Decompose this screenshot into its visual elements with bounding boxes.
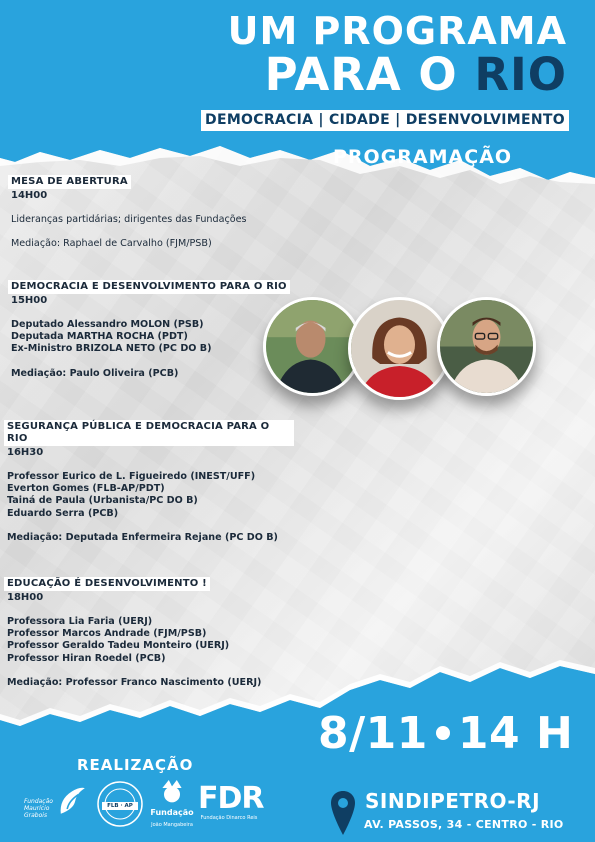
title-line-2 <box>264 48 567 101</box>
logo-flb-ap <box>96 780 144 828</box>
section-time: 14H00 <box>11 190 48 201</box>
section-title: EDUCAÇÃO É DESENVOLVIMENTO ! <box>4 577 210 591</box>
section-title: DEMOCRACIA E DESENVOLVIMENTO PARA O RIO <box>8 280 290 294</box>
mediation-line: Mediação: Raphael de Carvalho (FJM/PSB) <box>11 238 212 250</box>
logo-text: João Mangabeira <box>151 822 193 828</box>
logo-text: Fundação <box>150 808 194 817</box>
section-education <box>4 571 294 689</box>
event-date: 8/11 <box>318 708 428 759</box>
speaker-line: Everton Gomes (FLB-AP/PDT) <box>7 483 165 495</box>
bullet-dot-icon <box>436 726 450 740</box>
section-title: MESA DE ABERTURA <box>8 175 131 189</box>
mediation-line: Mediação: Deputada Enfermeira Rejane (PC DO B) <box>7 531 278 543</box>
portrait-icon <box>440 300 533 393</box>
title-highlight: RIO <box>474 48 567 101</box>
speaker-line: Tainá de Paula (Urbanista/PC DO B) <box>7 495 198 507</box>
logo-text: Grabois <box>24 812 48 819</box>
speaker-line: Lideranças partidárias; dirigentes das Fundações <box>11 214 247 225</box>
speaker-line: Professora Lia Faria (UERJ) <box>7 616 153 627</box>
logo-subtext: Fundação Dinarco Reis <box>200 815 258 821</box>
speaker-line: Deputada MARTHA ROCHA (PDT) <box>11 331 188 343</box>
logo-text: FLB · AP <box>107 803 133 809</box>
event-datetime <box>318 708 574 759</box>
section-time: 15H00 <box>11 295 48 306</box>
program-heading: PROGRAMAÇÃO <box>333 146 513 168</box>
section-democracy <box>8 274 298 380</box>
location-pin-icon <box>331 791 355 835</box>
portrait-icon <box>351 300 448 397</box>
section-opening <box>8 169 298 250</box>
section-time: 16H30 <box>7 447 44 458</box>
venue-address: AV. PASSOS, 34 - CENTRO - RIO <box>364 818 564 831</box>
subtitle-bar: DEMOCRACIA | CIDADE | DESENVOLVIMENTO <box>201 110 569 131</box>
speaker-line: Professor Marcos Andrade (FJM/PSB) <box>7 628 207 640</box>
section-security <box>4 420 294 544</box>
speaker-photo-3 <box>437 297 536 396</box>
logo-text: Fundação <box>24 798 53 805</box>
speaker-photo-2 <box>348 297 451 400</box>
speaker-line: Professor Geraldo Tadeu Monteiro (UERJ) <box>7 640 230 652</box>
title-prefix: PARA O <box>264 48 475 101</box>
speaker-line: Eduardo Serra (PCB) <box>7 507 119 519</box>
logo-fundacao-joao-mangabeira <box>148 780 196 830</box>
torch-icon <box>56 784 88 818</box>
speaker-line: Professor Hiran Roedel (PCB) <box>7 652 166 664</box>
portrait-icon <box>266 300 359 393</box>
logo-fundacao-mauricio-grabois <box>24 784 90 828</box>
title-line-1: UM PROGRAMA <box>227 9 567 53</box>
logo-text: FDR <box>198 781 264 816</box>
mediation-line: Mediação: Paulo Oliveira (PCB) <box>11 367 179 379</box>
logo-text: Maurício <box>24 805 50 812</box>
speaker-line: Ex-Ministro BRIZOLA NETO (PC DO B) <box>11 343 212 355</box>
bird-icon <box>156 780 188 804</box>
venue-name: SINDIPETRO-RJ <box>365 789 541 813</box>
section-title: SEGURANÇA PÚBLICA E DEMOCRACIA PARA O RIO <box>4 420 294 446</box>
event-time: 14 H <box>457 708 574 759</box>
realizacao-label: REALIZAÇÃO <box>77 756 194 774</box>
speaker-line: Professor Eurico de L. Figueiredo (INEST/UFF) <box>7 471 256 482</box>
logo-fdr <box>198 781 264 829</box>
speaker-line: Deputado Alessandro MOLON (PSB) <box>11 319 204 330</box>
section-time: 18H00 <box>7 592 44 603</box>
mediation-line: Mediação: Professor Franco Nascimento (UERJ) <box>7 676 262 688</box>
